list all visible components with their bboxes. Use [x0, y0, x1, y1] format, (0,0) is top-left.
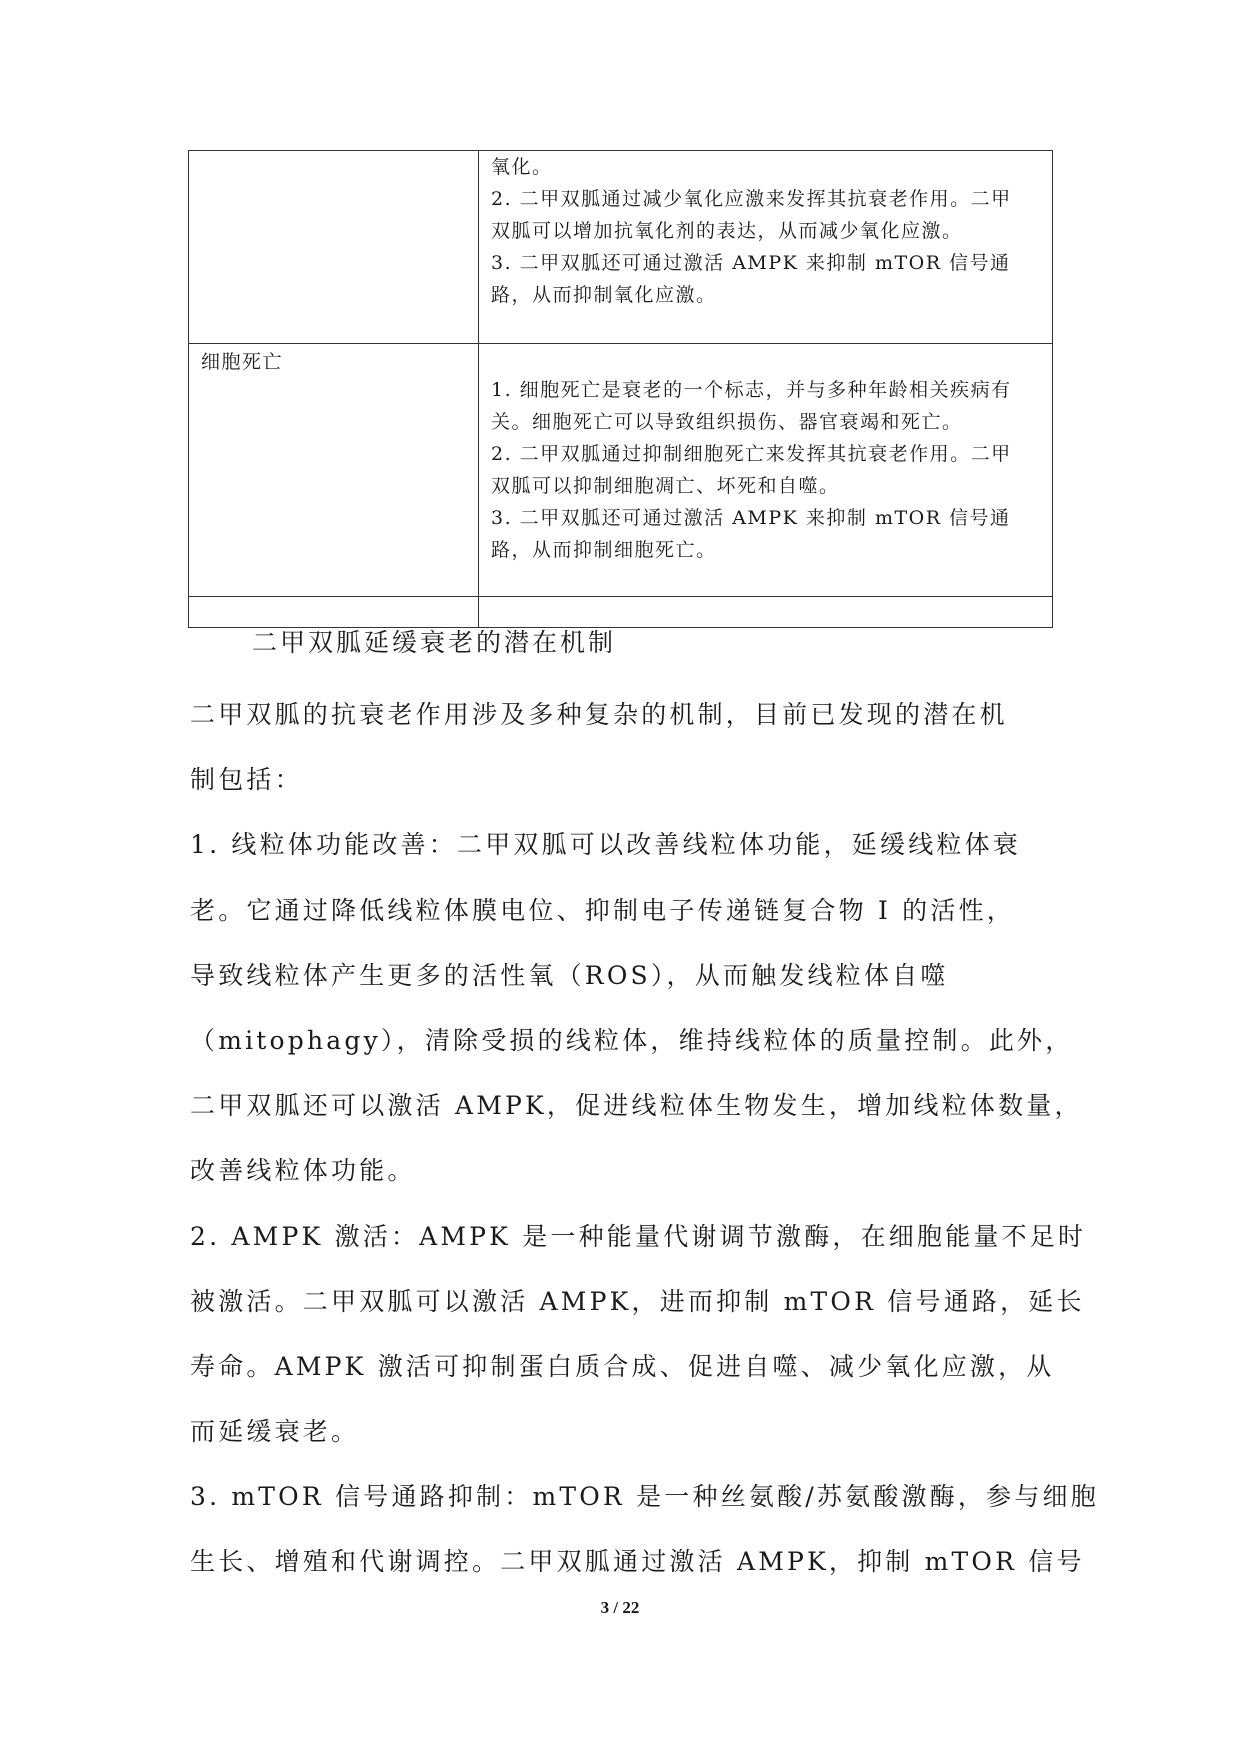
table-cell-description [479, 344, 1053, 597]
cell-text-line: 2. 二甲双胍通过减少氧化应激来发挥其抗衰老作用。二甲 [491, 188, 1012, 210]
table-cell-category [189, 344, 479, 597]
cell-text-line: 1. 细胞死亡是衰老的一个标志，并与多种年龄相关疾病有 [491, 379, 1012, 401]
paragraph-line: 寿命。AMPK 激活可抑制蛋白质合成、促进自噬、减少氧化应激，从 [190, 1351, 1055, 1381]
cell-text-line: 路，从而抑制细胞死亡。 [491, 539, 717, 561]
cell-text-line: 细胞死亡 [201, 351, 284, 373]
table-cell-category [189, 151, 479, 344]
paragraph-line: 二甲双胍的抗衰老作用涉及多种复杂的机制，目前已发现的潜在机 [190, 700, 1008, 729]
paragraph-line: 被激活。二甲双胍可以激活 AMPK，进而抑制 mTOR 信号通路，延长 [190, 1286, 1085, 1316]
cell-text-line: 关。细胞死亡可以导致组织损伤、器官衰竭和死亡。 [491, 411, 963, 433]
section-heading: 二甲双胍延缓衰老的潜在机制 [252, 628, 617, 657]
cell-text-line: 双胍可以抑制细胞凋亡、坏死和自噬。 [491, 475, 840, 497]
body-text [190, 682, 1099, 1595]
paragraph-line: 1. 线粒体功能改善：二甲双胍可以改善线粒体功能，延缓线粒体衰 [190, 830, 1022, 860]
table-cell-description [479, 151, 1053, 344]
paragraph-line: 老。它通过降低线粒体膜电位、抑制电子传递链复合物 I 的活性， [190, 895, 1015, 925]
paragraph-line: （mitophagy），清除受损的线粒体，维持线粒体的质量控制。此外， [190, 1025, 1074, 1055]
paragraph-line: 制包括： [190, 765, 303, 795]
paragraph-line: 2. AMPK 激活：AMPK 是一种能量代谢调节激酶，在细胞能量不足时 [190, 1221, 1087, 1251]
cell-text-line: 3. 二甲双胍还可通过激活 AMPK 来抑制 mTOR 信号通 [491, 507, 1011, 529]
cell-text-line: 氧化。 [491, 156, 553, 178]
paragraph-line: 导致线粒体产生更多的活性氧（ROS），从而触发线粒体自噬 [190, 960, 949, 990]
cell-text-line: 双胍可以增加抗氧化剂的表达，从而减少氧化应激。 [491, 220, 963, 242]
cell-text-line: 路，从而抑制氧化应激。 [491, 284, 717, 306]
table-row [189, 344, 1053, 597]
cell-text-line: 2. 二甲双胍通过抑制细胞死亡来发挥其抗衰老作用。二甲 [491, 443, 1012, 465]
mechanism-table [188, 150, 1053, 628]
paragraph-line: 二甲双胍还可以激活 AMPK，促进线粒体生物发生，增加线粒体数量， [190, 1091, 1083, 1121]
cell-text-line: 3. 二甲双胍还可通过激活 AMPK 来抑制 mTOR 信号通 [491, 252, 1011, 274]
paragraph-line: 而延缓衰老。 [190, 1417, 360, 1447]
paragraph-line: 3. mTOR 信号通路抑制：mTOR 是一种丝氨酸/苏氨酸激酶，参与细胞 [190, 1482, 1099, 1512]
page-number: 3 / 22 [600, 1598, 640, 1617]
table-row [189, 151, 1053, 344]
paragraph-line: 生长、增殖和代谢调控。二甲双胍通过激活 AMPK，抑制 mTOR 信号 [190, 1547, 1085, 1577]
paragraph-line: 改善线粒体功能。 [190, 1156, 416, 1186]
